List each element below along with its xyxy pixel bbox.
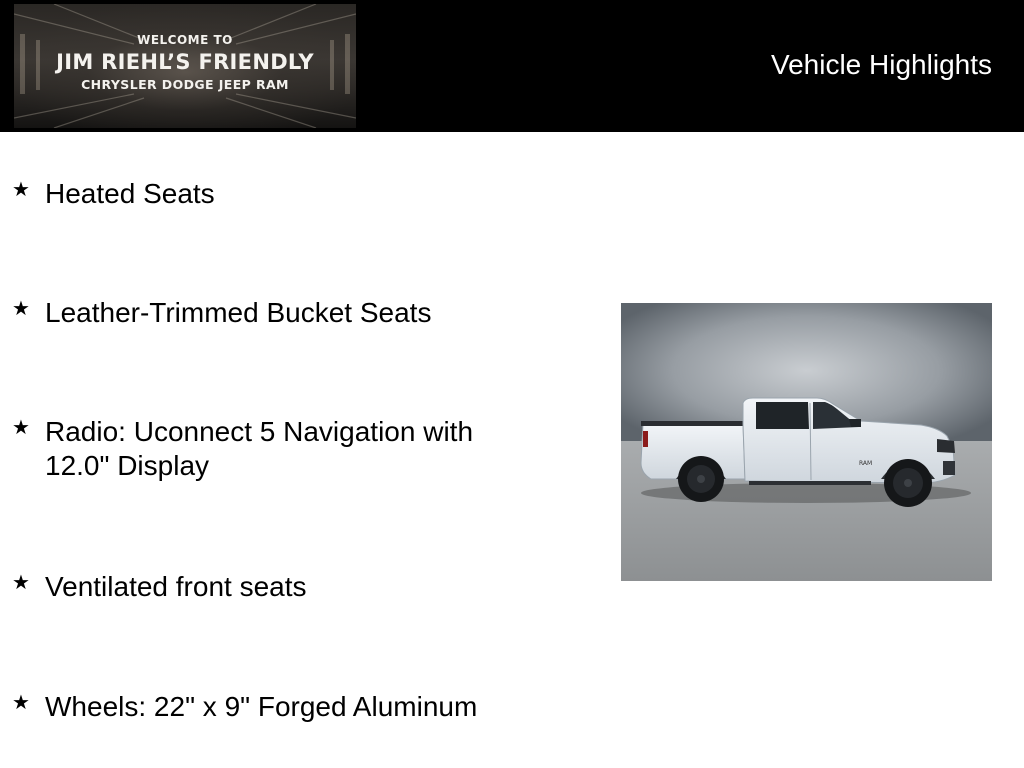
pickup-truck-image — [621, 303, 992, 581]
star-icon: ★ — [12, 572, 30, 594]
ram-badge: RAM — [859, 460, 873, 467]
highlight-text: Wheels: 22" x 9" Forged Aluminum — [45, 691, 478, 722]
vehicle-photo — [621, 303, 992, 581]
highlight-text: Ventilated front seats — [45, 571, 307, 602]
highlight-text: Radio: Uconnect 5 Navigation with 12.0" Display — [45, 416, 474, 481]
star-icon: ★ — [12, 179, 30, 201]
highlight-text: Leather-Trimmed Bucket Seats — [45, 297, 432, 328]
logo-brands-text: CHRYSLER DODGE JEEP RAM — [81, 77, 289, 92]
page-title: Vehicle Highlights — [770, 49, 992, 80]
logo-dealer-name: JIM RIEHL’S FRIENDLY — [56, 50, 314, 74]
logo-welcome-text: WELCOME TO — [137, 33, 233, 47]
star-icon: ★ — [12, 298, 30, 320]
star-icon: ★ — [12, 692, 30, 714]
star-icon: ★ — [12, 417, 30, 439]
highlight-text: Heated Seats — [45, 178, 215, 209]
